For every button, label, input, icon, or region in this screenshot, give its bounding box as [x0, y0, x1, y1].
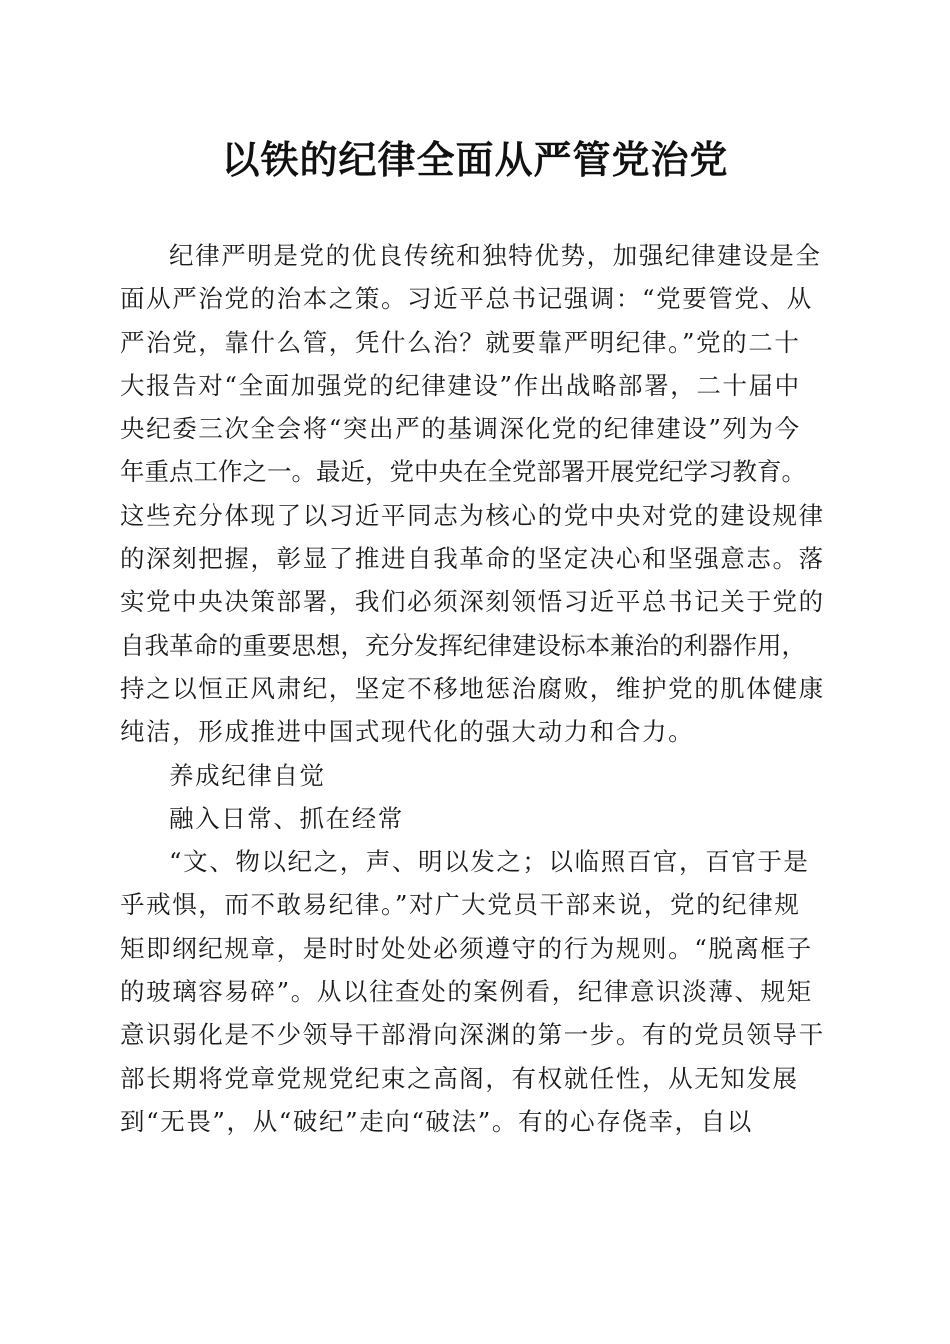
text-line: 大报告对“全面加强党的纪律建设”作出战略部署，二十届中: [120, 370, 801, 400]
text-line: 这些充分体现了以习近平同志为核心的党中央对党的建设规律: [120, 500, 825, 530]
document-title: 以铁的纪律全面从严管党治党: [221, 137, 729, 182]
section-heading: [120, 754, 832, 797]
text-line: 央纪委三次全会将“突出严的基调深化党的纪律建设”列为今: [120, 414, 801, 444]
text-line: 部长期将党章党规党纪束之高阁，有权就任性，从无知发展: [120, 1063, 799, 1093]
text-line: 持之以恒正风肃纪，坚定不移地惩治腐败，维护党的肌体健康: [120, 673, 825, 703]
text-line: 纯洁，形成推进中国式现代化的强大动力和合力。: [120, 717, 695, 747]
text-line: 乎戒惧，而不敢易纪律。”对广大党员干部来说，党的纪律规: [120, 890, 801, 920]
text-line: 面从严治党的治本之策。习近平总书记强调：“党要管党、从: [120, 284, 813, 314]
body-paragraph: [120, 234, 832, 754]
heading-text: 养成纪律自觉: [169, 760, 326, 790]
text-line: 的深刻把握，彰显了推进自我革命的坚定决心和坚强意志。落: [120, 544, 825, 574]
text-line: 的玻璃容易碎”。从以往查处的案例看，纪律意识淡薄、规矩: [120, 977, 813, 1007]
text-line: 意识弱化是不少领导干部滑向深渊的第一步。有的党员领导干: [120, 1020, 825, 1050]
subheading-text: 融入日常、抓在经常: [169, 803, 404, 833]
text-line: 纪律严明是党的优良传统和独特优势，加强纪律建设是全: [169, 241, 822, 270]
text-line: 年重点工作之一。最近，党中央在全党部署开展党纪学习教育。: [120, 457, 806, 487]
section-subheading: [120, 797, 832, 840]
text-line: 严治党，靠什么管，凭什么治？就要靠严明纪律。”党的二十: [120, 327, 801, 357]
text-line: 到“无畏”，从“破纪”走向“破法”。有的心存侥幸，自以: [120, 1106, 753, 1136]
text-line: 实党中央决策部署，我们必须深刻领悟习近平总书记关于党的: [120, 587, 825, 617]
document-body: [120, 234, 832, 1143]
body-paragraph: [120, 840, 832, 1143]
text-line: “文、物以纪之，声、明以发之；以临照百官，百官于是: [169, 847, 810, 877]
text-line: 自我革命的重要思想，充分发挥纪律建设标本兼治的利器作用，: [120, 630, 806, 660]
text-line: 矩即纲纪规章，是时时处处必须遵守的行为规则。“脱离框子: [120, 933, 813, 963]
